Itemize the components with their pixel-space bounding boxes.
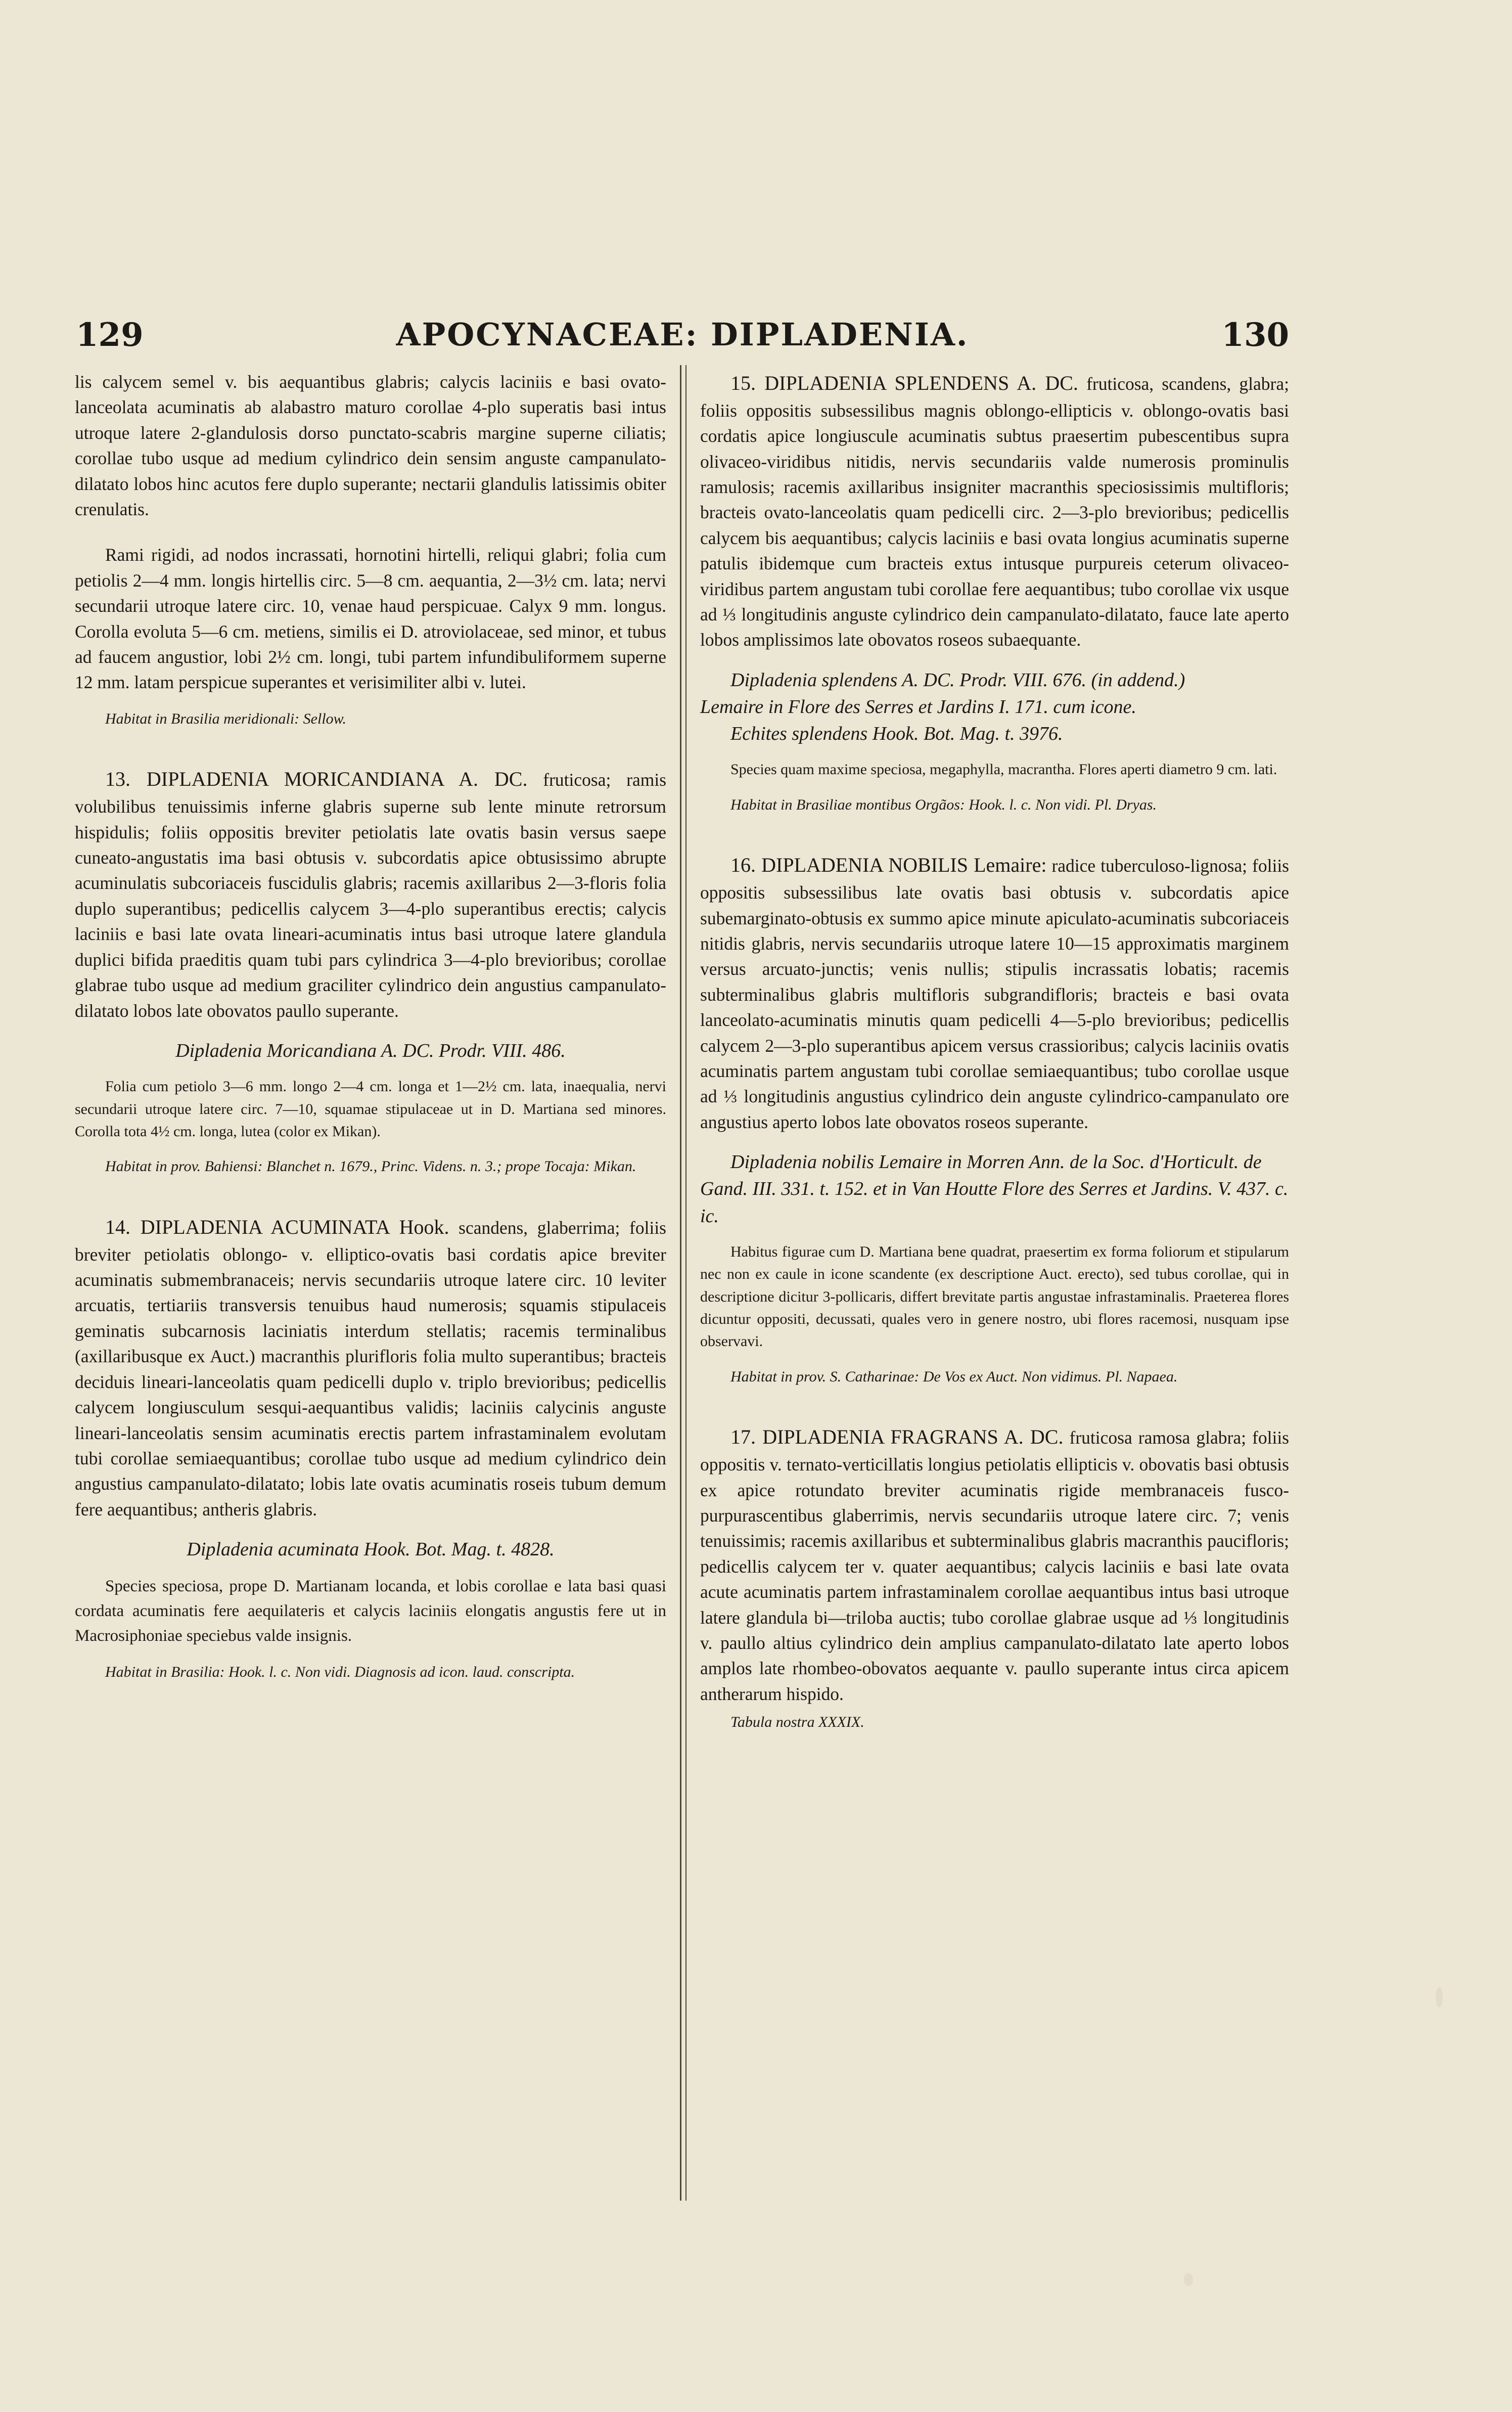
page-number-left: 129: [76, 316, 144, 354]
species-15-reference-3: Echites splendens Hook. Bot. Mag. t. 3976.: [730, 723, 1063, 745]
species-13: [75, 765, 666, 1023]
species-13-habitat: Habitat in prov. Bahiensi: Blanchet n. 1679., Princ. Videns. n. 3.; prope Tocaja: Mikan.: [105, 1158, 636, 1175]
species-17-diagnosis: fruticosa ramosa glabra; foliis oppositis v. ternato-verticillatis longius petiolatis ellipticis v. obovatis basi obtusis ex apice rotundato breviter acuminatis rigide membranaceis fusco-purpurascentibus glaberrimis, nervis secundariis utroque latere circ. 7; venis tenuissimis; racemis axillaribus et subterminalibus glabris macranthis paucifloris; pedicellis calycem ter v. quater aequantibus; calycis laciniis e basi late ovata acute acuminatis partem infrastaminalem corollae aequantibus intus basi utroque latere glandula bi—triloba auctis; tubo corollae glabrae usque ad ⅓ longitudinis v. paullo altius cylindrico dein amplius campanulato-dilatato late aperto lobos amplos late rhombeo-obovatos aequante v. paullo superante intus circa apicem antherarum hispido.: [700, 1427, 1289, 1704]
page-number-right: 130: [1221, 316, 1289, 354]
column-divider-inner: [685, 365, 686, 2201]
species-16-habitat: Habitat in prov. S. Catharinae: De Vos ex Auct. Non vidimus. Pl. Napaea.: [730, 1368, 1178, 1385]
species-15-note: Species quam maxime speciosa, megaphylla, macrantha. Flores aperti diametro 9 cm. lati.: [730, 761, 1277, 778]
page-header: [76, 316, 1289, 362]
species-16-diagnosis: radice tuberculoso-lignosa; foliis oppositis subsessilibus late ovatis basi obtusis v. subcordatis apice subemarginato-obtusis ex summo apice minute apiculato-acuminatis subcoriaceis nitidis glabris, nervis secundariis utroque latere 10—15 approximatis marginem versus arcuato-junctis; venis nullis; stipulis incrassatis lobatis; racemis subterminalibus glabris multifloris subgrandifloris; bracteis e basi ovata lanceolato-acuminatis minutis quam pedicelli 4—5-plo brevioribus; pedicellis calycem 2—3-plo superantibus apicem versus crassioribus; calycis laciniis ovatis acuminatis partem angustam tubi corollae semiaequantibus; tubo corollae usque ad ⅓ longitudinis angustius cylindrico dein anguste cylindrico-campanulato ore angustius aperto lobos late obovatos roseos superante.: [700, 856, 1289, 1132]
habitat-note: Habitat in Brasilia meridionali: Sellow.: [105, 710, 346, 727]
species-14: [75, 1213, 666, 1522]
species-14-habitat: Habitat in Brasilia: Hook. l. c. Non vidi. Diagnosis ad icon. laud. conscripta.: [105, 1663, 575, 1680]
species-13-note: Folia cum petiolo 3—6 mm. longo 2—4 cm. longa et 1—2½ cm. lata, inaequalia, nervi secundarii utroque latere circ. 7—10, squamae stipulaceae ut in D. Martiana sed minores. Corolla tota 4½ cm. longa, lutea (color ex Mikan).: [75, 1078, 666, 1140]
species-15-diagnosis: fruticosa, scandens, glabra; foliis oppositis subsessilibus magnis oblongo-ellipticis v. oblongo-ovatis basi cordatis apice longiuscule acuminatis subtus praesertim pubescentibus supra olivaceo-viridibus nitidis, nervis secundariis valde numerosis prominulis ramulosis; racemis axillaribus insigniter macranthis speciosissimis multifloris; bracteis ovato-lanceolatis quam pedicelli circ. 2—3-plo brevioribus; pedicellis calycem bis aequantibus; calycis laciniis e basi ovata longius acuminatis superne patulis ibidemque cum bracteis extus intusque purpureis ceterum olivaceo-viridibus partem angustam tubi corollae fere aequantibus; tubo corollae vix usque ad ⅓ longitudinis anguste cylindrico dein campanulato-dilatato, fauce late aperto lobos amplissimos late obovatos roseos subaequante.: [700, 374, 1289, 650]
species-14-reference: Dipladenia acuminata Hook. Bot. Mag. t. 4828.: [187, 1539, 555, 1560]
species-16: [700, 851, 1289, 1135]
column-divider: [680, 365, 681, 2201]
species-15: [700, 369, 1289, 653]
observation-paragraph: Rami rigidi, ad nodos incrassati, hornotini hirtelli, reliqui glabri; folia cum petiolis 2—4 mm. longis hirtellis circ. 5—8 cm. aequantia, 2—3½ cm. lata; nervi secundarii utroque latere circ. 10, venae haud perspicuae. Calyx 9 mm. longus. Corolla evoluta 5—6 cm. metiens, similis ei D. atroviolaceae, sed minor, et tubus ad faucem angustior, lobi 2½ cm. longi, tubi partem infundibuliformem superne 12 mm. latam perspicue superantes et verisimiliter albi v. lutei.: [75, 545, 666, 693]
running-title: APOCYNACEAE: DIPLADENIA.: [396, 316, 969, 353]
species-15-habitat: Habitat in Brasiliae montibus Orgãos: Hook. l. c. Non vidi. Pl. Dryas.: [730, 796, 1157, 813]
species-15-title: 15. DIPLADENIA SPLENDENS A. DC.: [730, 372, 1078, 394]
species-14-title: 14. DIPLADENIA ACUMINATA Hook.: [105, 1215, 449, 1238]
continued-description: lis calycem semel v. bis aequantibus glabris; calycis laciniis e basi ovato-lanceolata acuminatis ab alabastro maturo corollae 4-plo superatis basi intus utroque latere 2-glandulosis dorso punctato-scabris margine superne ciliatis; corollae tubo usque ad medium cylindrico dein sensim anguste campanulato-dilatato lobos hinc acutos fere duplo superante; nectarii glandulis latissimis obiter crenulatis.: [75, 372, 666, 520]
species-16-title: 16. DIPLADENIA NOBILIS Lemaire:: [730, 854, 1047, 877]
species-16-reference: Dipladenia nobilis Lemaire in Morren Ann. de la Soc. d'Horticult. de Gand. III. 331. t. 152. et in Van Houtte Flore des Serres et Jardins. V. 437. c. ic.: [700, 1151, 1289, 1227]
species-17: [700, 1423, 1289, 1707]
species-14-note: Species speciosa, prope D. Martianam locanda, et lobis corollae e lata basi quasi cordata acuminatis fere aequilateris et calycis laciniis elongatis angustis fere ut in Macrosiphoniae speciebus valde insignis.: [75, 1577, 666, 1645]
left-column: [75, 369, 666, 1683]
species-13-reference: Dipladenia Moricandiana A. DC. Prodr. VIII. 486.: [175, 1040, 566, 1061]
species-17-title: 17. DIPLADENIA FRAGRANS A. DC.: [730, 1425, 1064, 1449]
species-15-reference-2: Lemaire in Flore des Serres et Jardins I. 171. cum icone.: [700, 696, 1136, 718]
species-13-title: 13. DIPLADENIA MORICANDIANA A. DC.: [105, 768, 528, 791]
species-16-note: Habitus figurae cum D. Martiana bene quadrat, praesertim ex forma foliorum et stipularum nec non ex caule in icone scandente (ex descriptione Auct. erecto), sed tubus corollae, qui in descriptione dicitur 3-pollicaris, differt brevitate partis angustae infrastaminalis. Praeterea flores dicuntur oppositi, decussati, quales vero in genere nostro, ubi flores racemosi, nusquam ipse observavi.: [700, 1243, 1289, 1350]
species-13-diagnosis: fruticosa; ramis volubilibus tenuissimis inferne glabris superne sub lente minute retrorsum hispidulis; foliis oppositis breviter petiolatis late ovatis basin versus saepe cuneato-angustatis ima basi obtusis v. subcordatis apice obtusissimo abrupte acuminulatis subcoriaceis fuscidulis glabris; racemis axillaribus 2—3-floris folia duplo superantibus; pedicellis calycem 3—4-plo superantibus erectis; calycis laciniis e basi late ovata lineari-acuminatis intus basi utroque latere glandula duplici bifida praeditis quam tubi pars cylindrica 3—4-plo brevioribus; corollae glabrae tubo usque ad medium graciliter cylindrico dein angustius campanulato-dilatato lobos late obovatos paullo superante.: [75, 770, 667, 1021]
species-15-reference-1: Dipladenia splendens A. DC. Prodr. VIII. 676. (in addend.): [730, 669, 1185, 691]
plate-reference: Tabula nostra XXXIX.: [730, 1714, 864, 1731]
right-column: [700, 369, 1289, 1733]
species-14-diagnosis: scandens, glaberrima; foliis breviter petiolatis oblongo- v. elliptico-ovatis basi cordatis apice breviter acuminatis submembranaceis; nervis secundariis utroque latere circ. 10 leviter arcuatis, tertiariis transversis tenuibus haud numerosis; squamis stipulaceis geminatis subcarnosis laciniatis interdum stellatis; racemis terminalibus (axillaribusque ex Auct.) macranthis plurifloris folia multo superantibus; bracteis deciduis lineari-lanceolatis quam pedicelli duplo v. triplo brevioribus; pedicellis calycem longiusculum sesqui-aequantibus validis; laciniis calycinis anguste lineari-lanceolatis sensim acuminatis erectis partem infrastaminalem evolutam tubi corollae semiaequantibus; corollae tubo usque ad medium cylindrico dein angustius campanulato-dilatato; lobis late ovatis acuminatis roseis tubum demum fere aequantibus; antheris glabris.: [75, 1217, 666, 1520]
